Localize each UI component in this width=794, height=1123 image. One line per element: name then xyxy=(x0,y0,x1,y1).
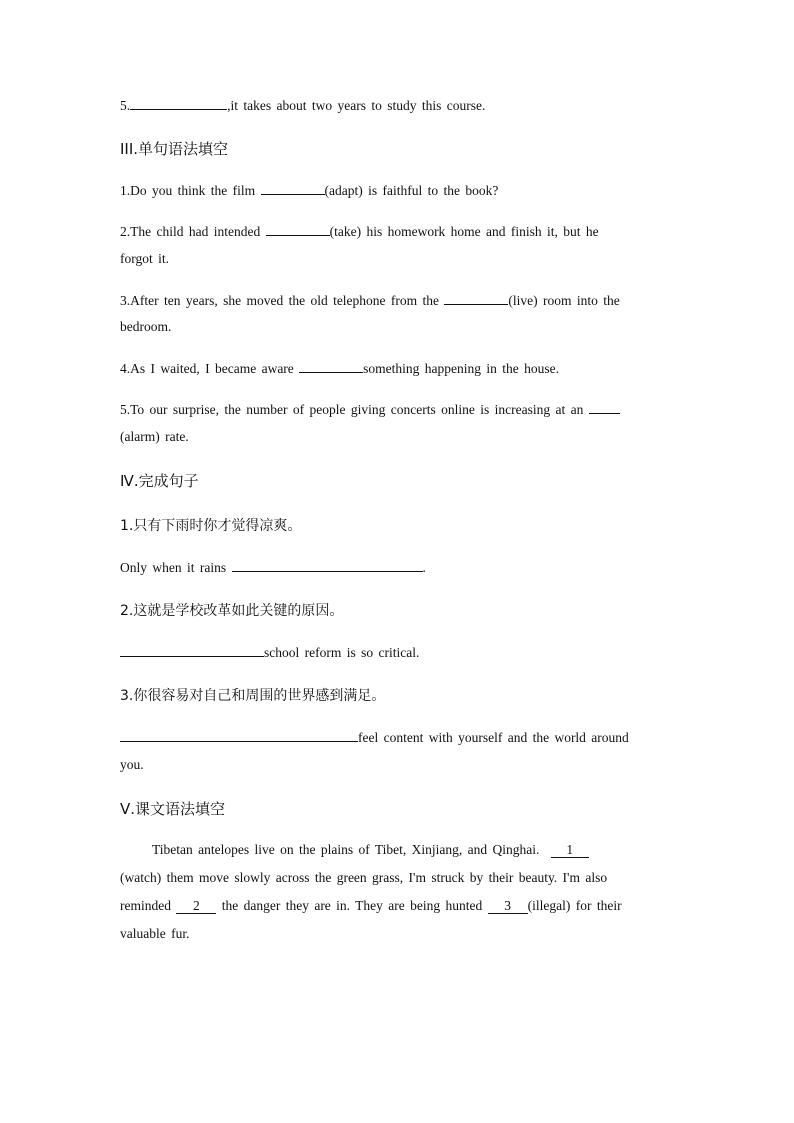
passage-line-1 xyxy=(152,842,589,858)
item-text: 5.To our surprise, the number of people giving concerts online is increasing at an xyxy=(120,402,584,417)
grammar-item-1 xyxy=(120,182,498,199)
section-title-grammar-fill: III.单句语法填空 xyxy=(120,140,229,158)
answer-blank-2[interactable]: 2 xyxy=(176,899,216,914)
item-text: 2.The child had intended xyxy=(120,224,261,239)
item-text: (take) his homework home and finish it, but he xyxy=(329,224,599,239)
passage-text: the danger they are in. They are being hunted xyxy=(221,898,483,913)
passage-line-2: (watch) them move slowly across the green grass, I'm struck by their beauty. I'm also xyxy=(120,870,608,885)
grammar-item-2 xyxy=(120,223,599,240)
item-text: (live) room into the xyxy=(508,293,620,308)
item-text: school reform is so critical. xyxy=(264,645,420,660)
passage-line-4: valuable fur. xyxy=(120,926,190,941)
sentence-item-5 xyxy=(120,97,485,114)
section-title-passage-grammar: Ⅴ.课文语法填空 xyxy=(120,800,226,818)
translate-item-2-english xyxy=(120,644,419,661)
item-text: Only when it rains xyxy=(120,560,227,575)
translate-item-2-chinese: 2.这就是学校改革如此关键的原因。 xyxy=(120,603,344,619)
grammar-item-5-cont: (alarm) rate. xyxy=(120,429,189,444)
answer-blank-3[interactable]: 3 xyxy=(488,899,528,914)
answer-blank[interactable] xyxy=(261,182,325,195)
answer-blank[interactable] xyxy=(266,223,330,236)
grammar-item-3-cont: bedroom. xyxy=(120,319,172,334)
translate-item-3-english xyxy=(120,729,629,746)
answer-blank[interactable] xyxy=(120,729,358,742)
item-text: 3.After ten years, she moved the old telephone from the xyxy=(120,293,440,308)
translate-item-1-chinese: 1.只有下雨时你才觉得凉爽。 xyxy=(120,518,302,534)
passage-line-3 xyxy=(120,898,622,914)
item-text: . xyxy=(422,560,426,575)
item-text: 4.As I waited, I became aware xyxy=(120,361,294,376)
answer-blank[interactable] xyxy=(589,401,620,414)
grammar-item-3 xyxy=(120,292,620,309)
item-text: ,it takes about two years to study this course. xyxy=(227,98,486,113)
item-text: (adapt) is faithful to the book? xyxy=(324,183,499,198)
passage-text: reminded xyxy=(120,898,171,913)
passage-text: Tibetan antelopes live on the plains of Tibet, Xinjiang, and Qinghai. xyxy=(152,842,540,857)
answer-blank[interactable] xyxy=(120,644,264,657)
item-text: 1.Do you think the film xyxy=(120,183,256,198)
answer-blank[interactable] xyxy=(444,292,508,305)
translate-item-1-english xyxy=(120,559,426,576)
item-text: feel content with yourself and the world around xyxy=(358,730,629,745)
item-number: 5. xyxy=(120,98,131,113)
answer-blank[interactable] xyxy=(130,97,227,110)
translate-item-3-cont: you. xyxy=(120,757,144,772)
passage-text: (illegal) for their xyxy=(527,898,622,913)
grammar-item-2-cont: forgot it. xyxy=(120,251,169,266)
translate-item-3-chinese: 3.你很容易对自己和周围的世界感到满足。 xyxy=(120,688,386,704)
grammar-item-5 xyxy=(120,401,620,418)
item-text: something happening in the house. xyxy=(363,361,560,376)
answer-blank-1[interactable]: 1 xyxy=(551,843,589,858)
answer-blank[interactable] xyxy=(232,559,423,572)
grammar-item-4 xyxy=(120,360,559,377)
section-title-complete-sentences: Ⅳ.完成句子 xyxy=(120,472,199,490)
answer-blank[interactable] xyxy=(299,360,363,373)
